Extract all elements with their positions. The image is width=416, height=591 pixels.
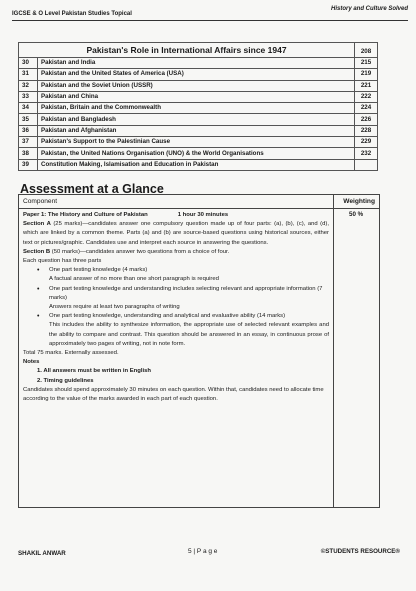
- row-label: Constitution Making, Islamisation and Education in Pakistan: [38, 159, 355, 170]
- section-a-text: (25 marks)—candidates answer one compulsory question made up of four parts: (a), (b), (c), and (d), which are linked by a common theme. Parts (a) and (b) are source-based questions using historical sources, either text or pictures/graphic. Candidates use and interpret each source in answering the questions.: [23, 221, 329, 246]
- row-label: Pakistan and the Soviet Union (USSR): [38, 80, 355, 91]
- row-page: 228: [355, 125, 378, 136]
- header-right: History and Culture Solved: [330, 6, 408, 12]
- section-b-lead: Section B: [23, 248, 51, 255]
- note-item: 1. All answers must be written in English: [37, 368, 152, 375]
- header-left: IGCSE & O Level Pakistan Studies Topical: [12, 11, 132, 17]
- row-page: [355, 159, 378, 170]
- bullet-detail: A factual answer of no more than one short paragraph is required: [49, 276, 219, 283]
- row-label: Pakistan and the United States of America (USA): [38, 69, 355, 80]
- timing-text: Candidates should spend approximately 30 minutes on each question. Within that, candidates need to allocate time according to the value of the marks awarded in each part of each question.: [23, 386, 324, 403]
- paper-title-line: [23, 211, 329, 220]
- footer-author: SHAKIL ANWAR: [18, 550, 66, 557]
- bullet-detail: This includes the ability to synthesize information, the appropriate use of selected relevant examples and the ability to compare and contrast. This question should be answered in an essay, in continuous prose of approximately two pages of writing, not in note form.: [49, 322, 329, 347]
- table-row: [19, 114, 378, 125]
- section-b: [23, 248, 329, 257]
- weighting-value: 50 %: [349, 211, 364, 218]
- table-row: [19, 148, 378, 159]
- bullet-detail: Answers require at least two paragraphs of writing: [49, 304, 180, 311]
- column-divider: [333, 195, 334, 507]
- row-page: 222: [355, 91, 378, 102]
- assessment-table: [18, 194, 380, 508]
- row-number: 32: [19, 80, 38, 91]
- row-number: 38: [19, 148, 38, 159]
- bullet-item: • One part testing knowledge (4 marks): [23, 266, 329, 275]
- notes-heading: Notes: [23, 359, 40, 366]
- row-label: Pakistan and Bangladesh: [38, 114, 355, 125]
- row-page: 221: [355, 80, 378, 91]
- table-row: [19, 58, 378, 69]
- row-number: 35: [19, 114, 38, 125]
- table-row: [19, 103, 378, 114]
- note-item: 2. Timing guidelines: [37, 377, 94, 384]
- table-row: [19, 159, 378, 170]
- bullet-item: • One part testing knowledge and understanding includes selecting relevant and appropriate information (7 marks): [23, 285, 329, 303]
- row-label: Pakistan and Afghanistan: [38, 125, 355, 136]
- footer-page-number: 5 | P a g e: [188, 548, 218, 555]
- row-page: 224: [355, 103, 378, 114]
- bullet-item: • One part testing knowledge, understanding and analytical and evaluative ability (14 marks): [23, 312, 329, 321]
- table-row: [19, 91, 378, 102]
- row-number: 33: [19, 91, 38, 102]
- contents-title-page: 208: [355, 43, 378, 58]
- paper-time: 1 hour 30 minutes: [177, 212, 229, 218]
- total-marks: Total 75 marks. Externally assessed.: [23, 350, 119, 357]
- table-row: [19, 69, 378, 80]
- row-label: Pakistan, the United Nations Organisation (UNO) & the World Organisations: [38, 148, 355, 159]
- row-page: 232: [355, 148, 378, 159]
- row-number: 37: [19, 137, 38, 148]
- table-row: [19, 125, 378, 136]
- row-label: Pakistan and China: [38, 91, 355, 102]
- row-number: 36: [19, 125, 38, 136]
- section-a: [23, 220, 329, 248]
- contents-title-row: [19, 43, 378, 58]
- row-number: 34: [19, 103, 38, 114]
- row-number: 31: [19, 69, 38, 80]
- three-parts: Each question has three parts: [23, 258, 102, 265]
- assessment-body: [23, 211, 329, 404]
- row-page: 219: [355, 69, 378, 80]
- row-page: 215: [355, 58, 378, 69]
- contents-table: [18, 42, 378, 171]
- row-page: 229: [355, 137, 378, 148]
- table-row: [19, 80, 378, 91]
- column-component: Component: [23, 198, 58, 205]
- assessment-header-row: [19, 195, 379, 209]
- footer-publisher: ©STUDENTS RESOURCE®: [320, 548, 400, 555]
- section-a-lead: Section A: [23, 221, 51, 228]
- header-rule: [12, 20, 408, 21]
- row-number: 30: [19, 58, 38, 69]
- row-number: 39: [19, 159, 38, 170]
- table-row: [19, 137, 378, 148]
- contents-title: Pakistan's Role in International Affairs since 1947: [19, 43, 355, 58]
- page-footer: [18, 544, 400, 560]
- row-label: Pakistan, Britain and the Commonwealth: [38, 103, 355, 114]
- row-label: Pakistan's Support to the Palestinian Cause: [38, 137, 355, 148]
- section-b-text: (50 marks)—candidates answer two questions from a choice of four.: [50, 248, 230, 255]
- row-page: 226: [355, 114, 378, 125]
- row-label: Pakistan and India: [38, 58, 355, 69]
- paper-title: Paper 1: The History and Culture of Pakistan: [23, 212, 148, 218]
- section-heading: Assessment at a Glance: [20, 182, 164, 196]
- column-weighting: Weighting: [343, 198, 375, 205]
